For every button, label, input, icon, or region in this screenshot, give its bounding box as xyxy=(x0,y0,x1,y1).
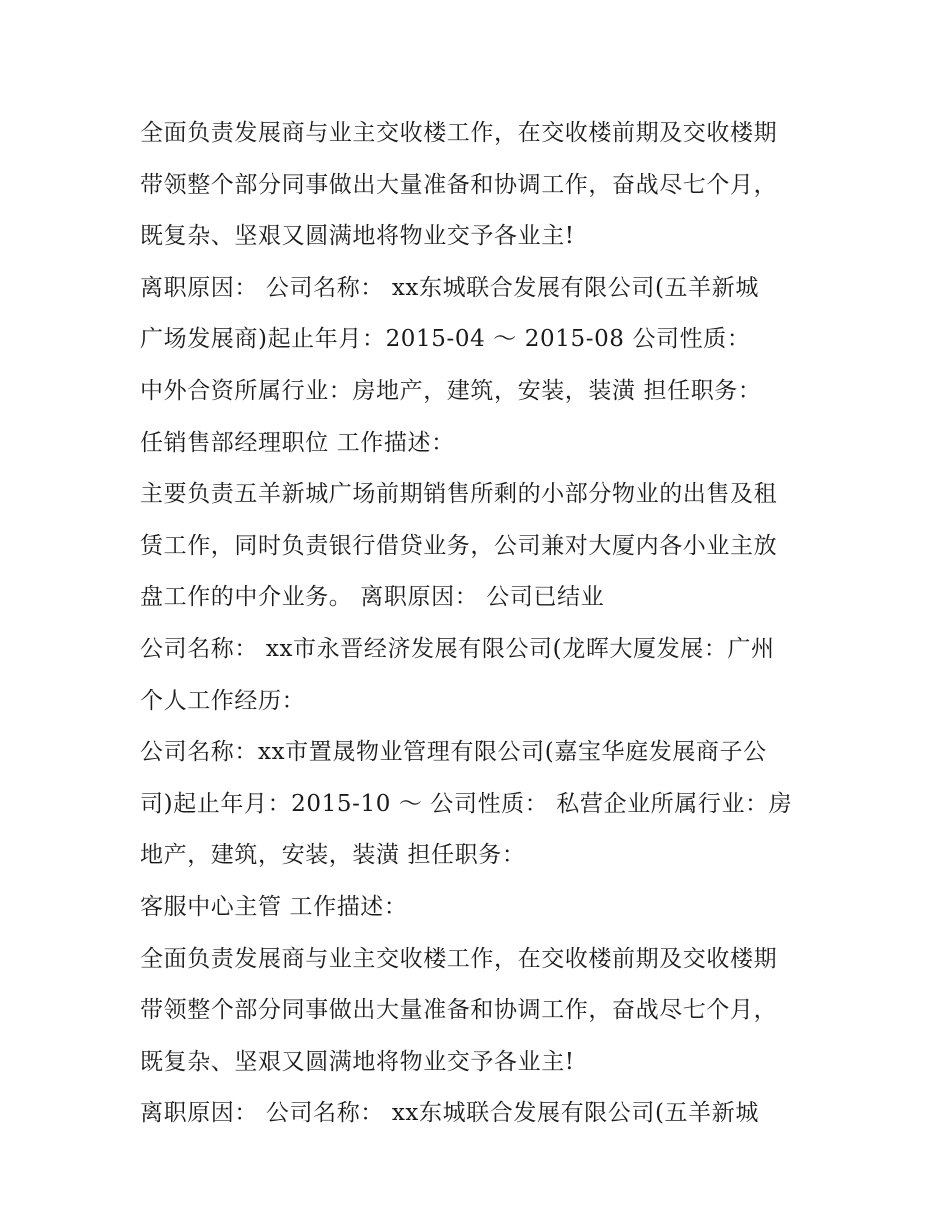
text-line: 地产，建筑，安装，装潢 担任职务： xyxy=(140,842,526,869)
text-line: 任销售部经理职位 工作描述： xyxy=(140,429,455,456)
text-line: 广场发展商)起止年月：2015-04 ～ 2015-08 公司性质： xyxy=(140,326,751,353)
text-line: 赁工作，同时负责银行借贷业务，公司兼对大厦内各小业主放 xyxy=(140,532,778,559)
text-line: 公司名称：xx市置晟物业管理有限公司(嘉宝华庭发展商子公 xyxy=(140,739,767,766)
text-line: 带领整个部分同事做出大量准备和协调工作，奋战尽七个月， xyxy=(140,997,778,1024)
text-line: 客服中心主管 工作描述： xyxy=(140,893,408,920)
text-line: 盘工作的中介业务。 离职原因： 公司已结业 xyxy=(140,584,605,611)
text-line: 司)起止年月：2015-10 ～ 公司性质： 私营企业所属行业：房 xyxy=(140,790,793,817)
text-line: 全面负责发展商与业主交收楼工作，在交收楼前期及交收楼期 xyxy=(140,120,778,146)
text-line: 全面负责发展商与业主交收楼工作，在交收楼前期及交收楼期 xyxy=(140,945,778,972)
text-line: 既复杂、坚艰又圆满地将物业交予各业主! xyxy=(140,223,575,250)
text-line: 既复杂、坚艰又圆满地将物业交予各业主! xyxy=(140,1048,575,1075)
text-line: 离职原因： 公司名称： xx东城联合发展有限公司(五羊新城 xyxy=(140,1100,759,1127)
text-line: 公司名称： xx市永晋经济发展有限公司(龙晖大厦发展：广州 xyxy=(140,635,775,662)
text-line: 带领整个部分同事做出大量准备和协调工作，奋战尽七个月， xyxy=(140,171,778,198)
text-line: 主要负责五羊新城广场前期销售所剩的小部分物业的出售及租 xyxy=(140,481,778,508)
text-line: 中外合资所属行业：房地产，建筑，安装，装潢 担任职务： xyxy=(140,377,762,404)
text-line: 离职原因： 公司名称： xx东城联合发展有限公司(五羊新城 xyxy=(140,274,759,301)
text-line: 个人工作经历： xyxy=(140,687,306,714)
body-text xyxy=(140,108,830,1140)
